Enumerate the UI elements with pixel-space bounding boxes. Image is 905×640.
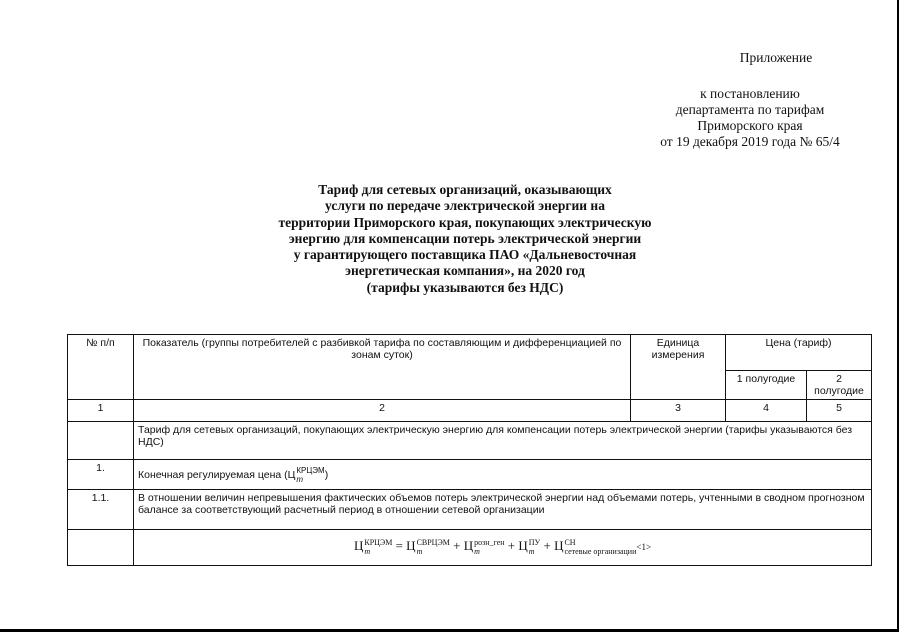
section-title: Тариф для сетевых организаций, покупающих электрическую энергию для компенсации потерь электрической энергии (тарифы указываются без НДС) xyxy=(134,422,872,460)
header-half1: 1 полугодие xyxy=(726,371,807,400)
row-formula-indices xyxy=(296,466,324,484)
row-text: Конечная регулируемая цена (Ц xyxy=(138,468,296,481)
formula-sub: m xyxy=(528,547,535,557)
col-number: 4 xyxy=(726,400,807,422)
formula-note: <1> xyxy=(636,542,652,552)
heading-line: у гарантирующего поставщика ПАО «Дальневосточная xyxy=(293,247,637,263)
formula-symbol: Ц xyxy=(463,538,474,553)
tariff-table xyxy=(67,334,872,566)
header-num: № п/п xyxy=(68,335,134,400)
heading-line: территории Приморского края, покупающих электрическую xyxy=(278,214,652,230)
formula-sub: m xyxy=(416,547,423,557)
col-number: 3 xyxy=(631,400,726,422)
col-number: 5 xyxy=(807,400,872,422)
formula-plus: + xyxy=(453,538,461,553)
formula-sub: m xyxy=(364,547,371,557)
col-number: 2 xyxy=(134,400,631,422)
formula-indices xyxy=(564,538,636,556)
row-condition: В отношении величин непревышения фактических объемов потерь электрической энергии над объемами потерь, учтенными в сводном прогнозном балансе за соответствующий расчетный период в отношении сетевой организации xyxy=(134,490,872,530)
appendix-line: департамента по тарифам xyxy=(675,102,825,117)
appendix-line: к постановлению xyxy=(700,86,800,101)
header-price: Цена (тариф) xyxy=(726,335,872,371)
formula-indices xyxy=(417,538,450,556)
formula-sub: m xyxy=(474,547,480,557)
header-unit: Единица измерения xyxy=(631,335,726,400)
heading-line: (тарифы указываются без НДС) xyxy=(366,279,564,295)
document-heading xyxy=(215,182,715,296)
col-number: 1 xyxy=(68,400,134,422)
header-indicator: Показатель (группы потребителей с разбивкой тарифа по составляющим и дифференциацией по зонам суток) xyxy=(134,335,631,400)
heading-line: Тариф для сетевых организаций, оказывающих xyxy=(318,182,612,197)
formula-symbol: Ц xyxy=(518,538,528,553)
formula-indices xyxy=(364,538,392,556)
header-half2: 2 полугодие xyxy=(807,371,872,400)
row-sub: m xyxy=(296,474,304,484)
appendix-title: Приложение xyxy=(739,50,813,65)
formula-sup: СН xyxy=(564,538,576,548)
empty-cell xyxy=(68,530,134,566)
formula-indices xyxy=(474,538,504,556)
formula-sup: ПУ xyxy=(528,538,541,548)
formula-sup: розн_ген xyxy=(474,538,505,548)
row-num: 1.1. xyxy=(68,490,134,530)
heading-line: энергетическая компания», на 2020 год xyxy=(345,263,585,279)
row-num: 1. xyxy=(68,460,134,490)
formula-symbol: Ц xyxy=(353,538,364,553)
empty-cell xyxy=(68,422,134,460)
formula-sup: СВРЦЭМ xyxy=(416,538,450,548)
heading-line: услуги по передаче электрической энергии на xyxy=(325,198,605,214)
formula-sup: КРЦЭМ xyxy=(364,538,393,548)
formula-indices xyxy=(529,538,540,556)
formula-eq: = xyxy=(395,538,403,553)
row-close: ) xyxy=(324,468,329,481)
formula-sub: сетевые организации xyxy=(564,547,637,557)
formula-symbol: Ц xyxy=(554,538,564,553)
formula-plus: + xyxy=(543,538,551,553)
appendix-block xyxy=(600,50,900,150)
price-formula xyxy=(134,530,872,566)
formula-symbol: Ц xyxy=(406,538,416,553)
heading-line: энергию для компенсации потерь электрической энергии xyxy=(288,230,642,246)
appendix-line: Приморского края xyxy=(697,118,803,133)
row-final-price xyxy=(134,460,872,490)
formula-plus: + xyxy=(507,538,516,553)
appendix-line: от 19 декабря 2019 года № 65/4 xyxy=(660,134,840,149)
row-sup: КРЦЭМ xyxy=(296,465,325,475)
